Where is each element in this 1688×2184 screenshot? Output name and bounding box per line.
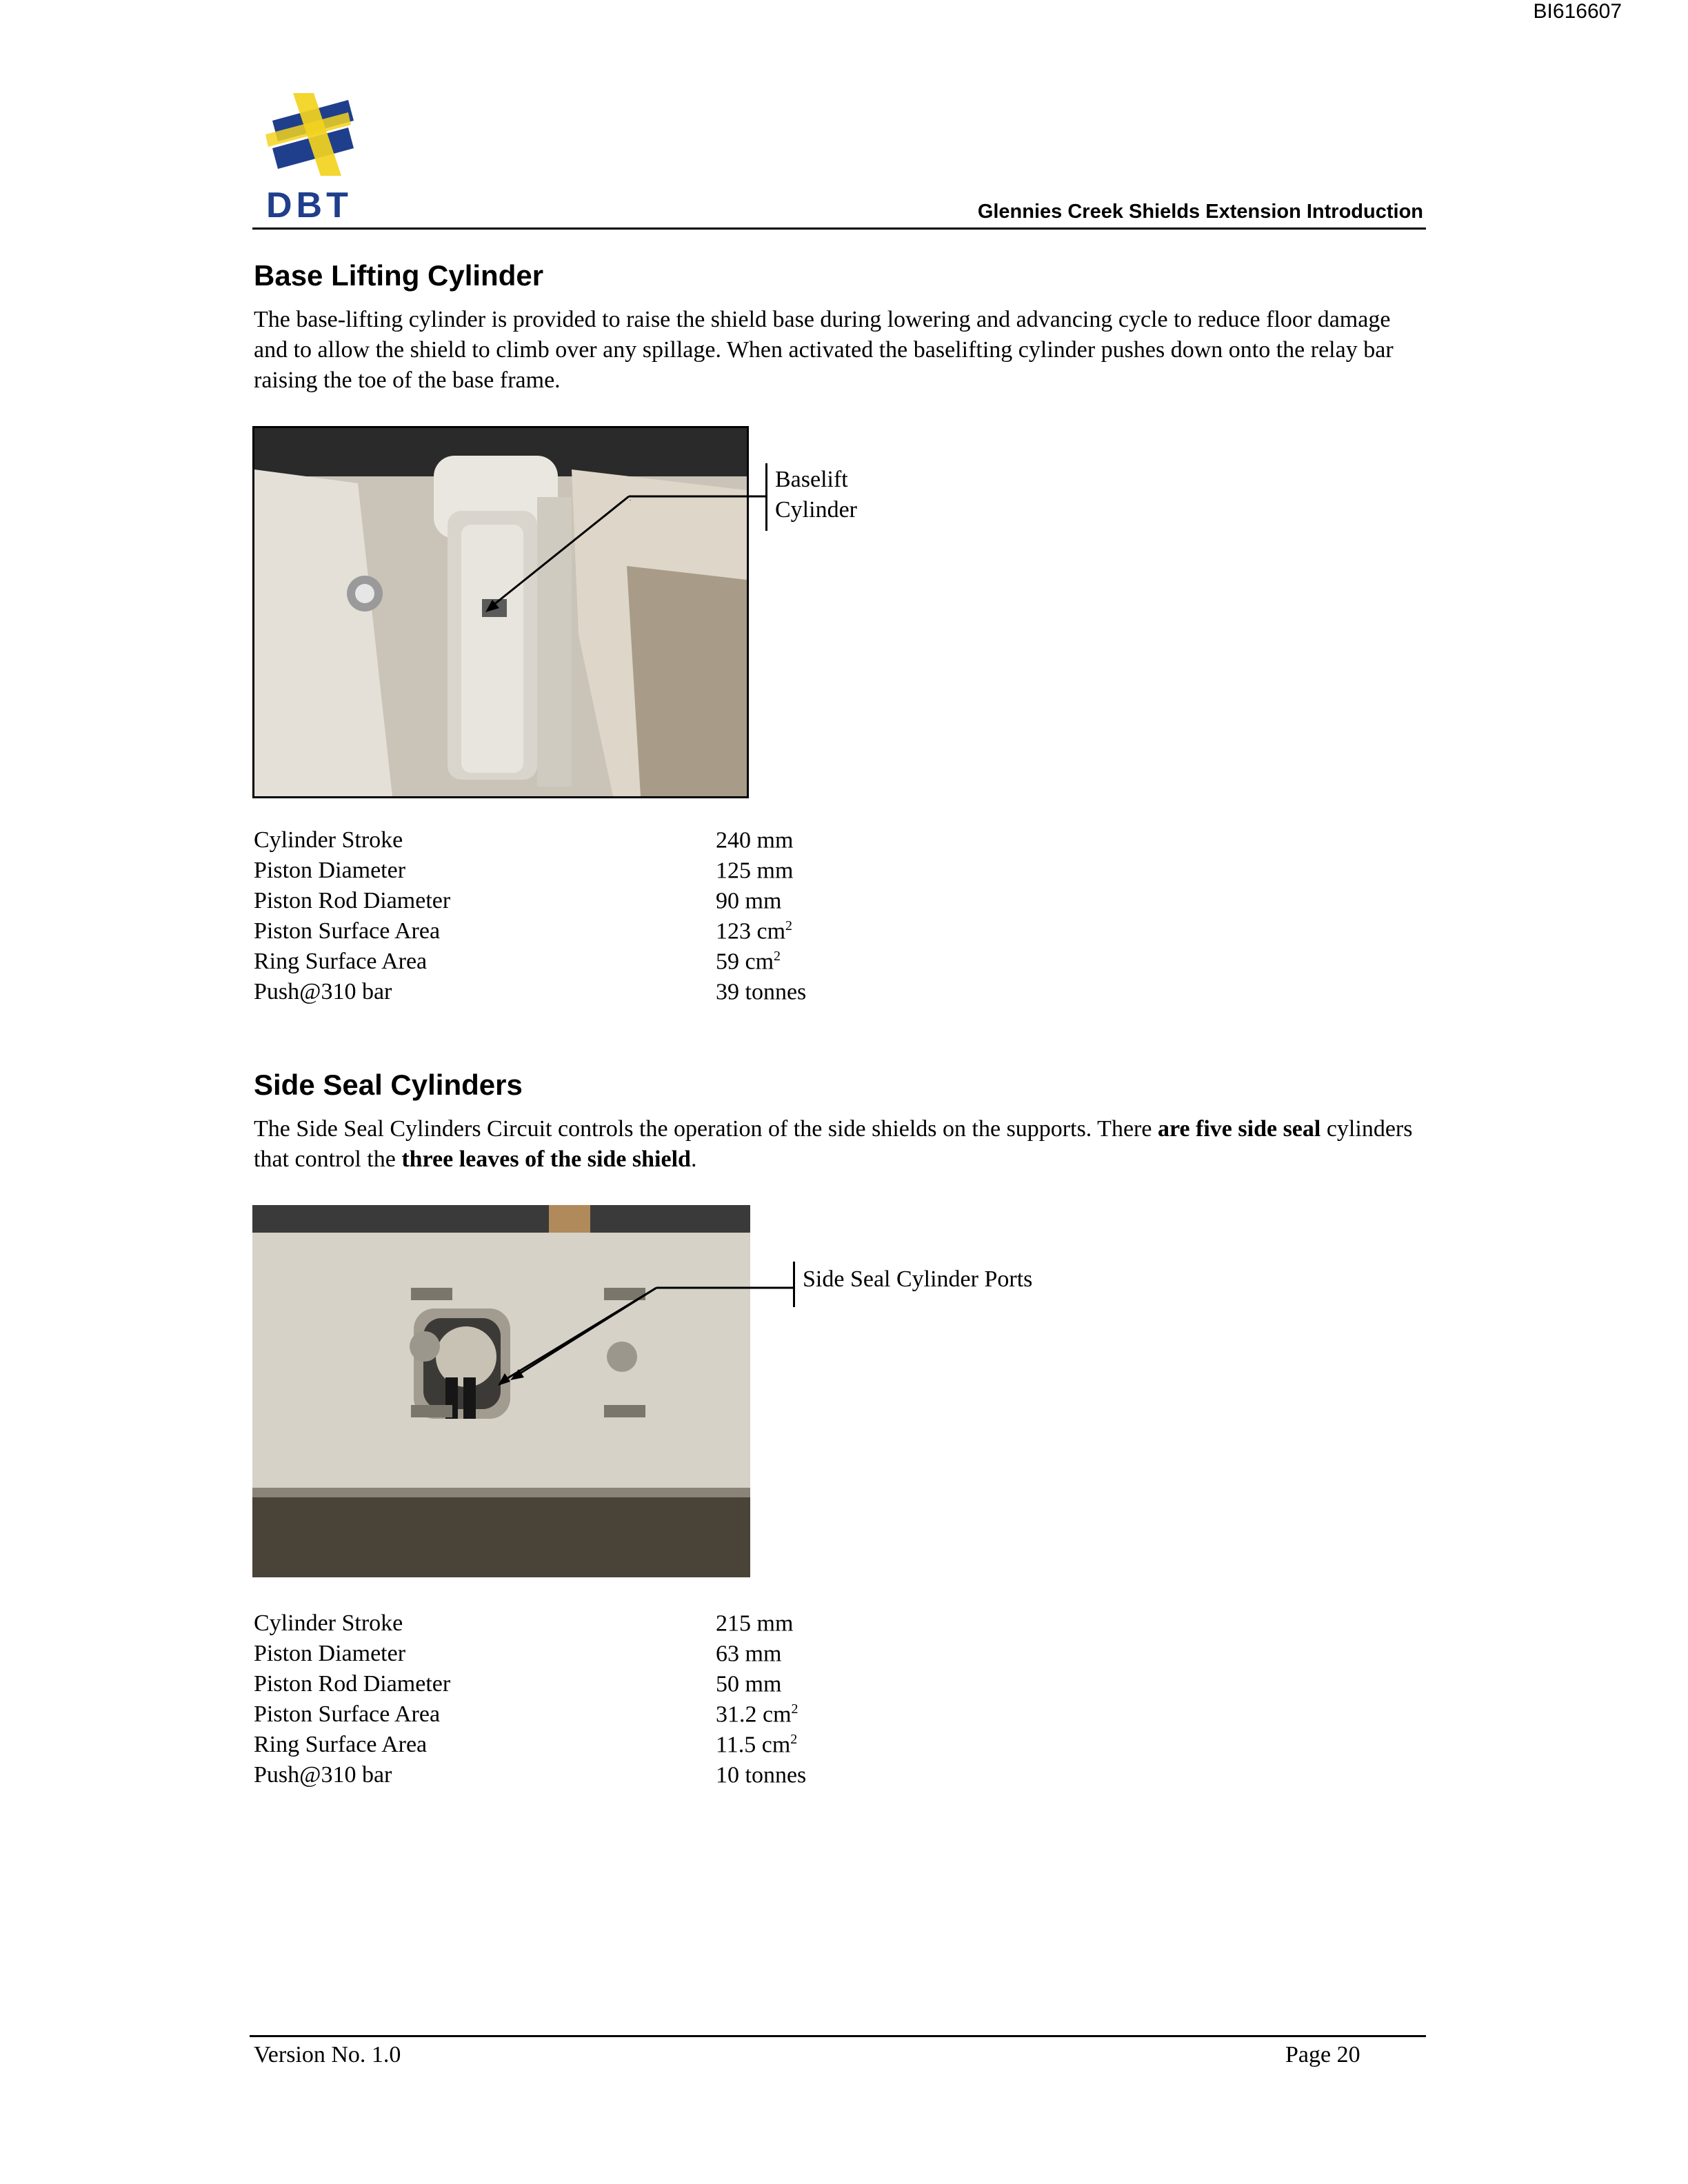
- baselift-callout-bar: [765, 463, 767, 531]
- spec-value: [716, 827, 793, 853]
- spec-row: [254, 979, 943, 1009]
- spec-value-text: 50 mm: [716, 1671, 782, 1697]
- spec-row: [254, 888, 943, 918]
- spec-value: [716, 1641, 781, 1667]
- spec-row: [254, 858, 943, 888]
- logo-text: DBT: [266, 185, 352, 225]
- spec-sup: 2: [790, 1732, 798, 1747]
- spec-label: Ring Surface Area: [254, 949, 428, 974]
- spec-sup: 2: [774, 949, 781, 964]
- spec-row: [254, 827, 943, 858]
- spec-value: [716, 979, 806, 1005]
- spec-row: [254, 1671, 943, 1701]
- spec-value-text: 125 mm: [716, 858, 794, 884]
- para-text: cylinders that control the: [254, 1116, 1413, 1172]
- spec-label: Piston Surface Area: [254, 918, 441, 944]
- para-text: The Side Seal Cylinders Circuit controls the operation of the side shields on the supports. There: [254, 1116, 1158, 1142]
- spec-value: [716, 1610, 793, 1637]
- header-title: Glennies Creek Shields Extension Introduction: [977, 201, 1423, 223]
- spec-value: [716, 1762, 806, 1788]
- baselift-callout-line1: Baselift: [775, 467, 848, 492]
- para-bold: are five side seal: [1157, 1116, 1321, 1142]
- spec-label: Piston Rod Diameter: [254, 1671, 451, 1697]
- spec-value-text: 63 mm: [716, 1641, 782, 1667]
- baselift-arrow: [483, 462, 772, 627]
- header-rule: [252, 228, 1426, 230]
- spec-sup: 2: [791, 1701, 798, 1717]
- spec-value: [716, 1732, 797, 1758]
- section-paragraph-base-lifting: The base-lifting cylinder is provided to raise the shield base during lowering and advancing cycle to reduce floor damage and to allow the shield to climb over any spillage. When activated the baselifting cylinder pushes down onto the relay bar raising the toe of the base frame.: [254, 307, 1394, 393]
- spec-value: [716, 1671, 781, 1697]
- spec-value: [716, 858, 793, 884]
- footer-rule: [250, 2035, 1426, 2037]
- spec-label: Cylinder Stroke: [254, 1610, 403, 1636]
- spec-row: [254, 949, 943, 979]
- spec-value-text: 11.5 cm: [716, 1732, 791, 1758]
- spec-value-text: 10 tonnes: [716, 1762, 807, 1788]
- spec-row: [254, 1762, 943, 1792]
- side-seal-callout: Side Seal Cylinder Ports: [803, 1266, 1033, 1292]
- para-text: .: [690, 1146, 697, 1172]
- para-bold: three leaves of the side shield: [401, 1146, 691, 1172]
- spec-value-text: 123 cm: [716, 918, 786, 944]
- section-paragraph-side-seal: [254, 1114, 1426, 1175]
- spec-label: Ring Surface Area: [254, 1732, 428, 1757]
- spec-value: [716, 888, 781, 914]
- spec-value-text: 31.2 cm: [716, 1701, 792, 1728]
- spec-value-text: 240 mm: [716, 827, 794, 853]
- spec-label: Piston Diameter: [254, 1641, 406, 1666]
- spec-label: Push@310 bar: [254, 1762, 392, 1788]
- side-seal-callout-bar: [793, 1262, 795, 1307]
- spec-value: [716, 918, 792, 944]
- footer-page-number: Page 20: [1285, 2042, 1360, 2067]
- baselift-callout-line2: Cylinder: [775, 497, 857, 523]
- spec-value: [716, 1701, 798, 1728]
- spec-row: [254, 1641, 943, 1671]
- spec-label: Piston Diameter: [254, 858, 406, 883]
- baselift-callout: [775, 465, 857, 525]
- spec-label: Piston Surface Area: [254, 1701, 441, 1727]
- spec-row: [254, 1701, 943, 1732]
- section-heading-base-lifting: Base Lifting Cylinder: [254, 259, 544, 292]
- spec-sup: 2: [785, 918, 793, 933]
- document-id: BI616607: [1533, 0, 1622, 23]
- spec-value-text: 90 mm: [716, 888, 782, 914]
- footer-version: Version No. 1.0: [254, 2042, 401, 2067]
- spec-value-text: 215 mm: [716, 1610, 794, 1637]
- section-heading-side-seal: Side Seal Cylinders: [254, 1069, 523, 1101]
- spec-label: Cylinder Stroke: [254, 827, 403, 853]
- spec-label: Push@310 bar: [254, 979, 392, 1004]
- side-seal-arrow: [496, 1273, 800, 1397]
- spec-value: [716, 949, 781, 975]
- spec-row: [254, 1732, 943, 1762]
- spec-label: Piston Rod Diameter: [254, 888, 451, 913]
- spec-value-text: 39 tonnes: [716, 979, 807, 1005]
- spec-row: [254, 1610, 943, 1641]
- spec-value-text: 59 cm: [716, 949, 774, 975]
- spec-row: [254, 918, 943, 949]
